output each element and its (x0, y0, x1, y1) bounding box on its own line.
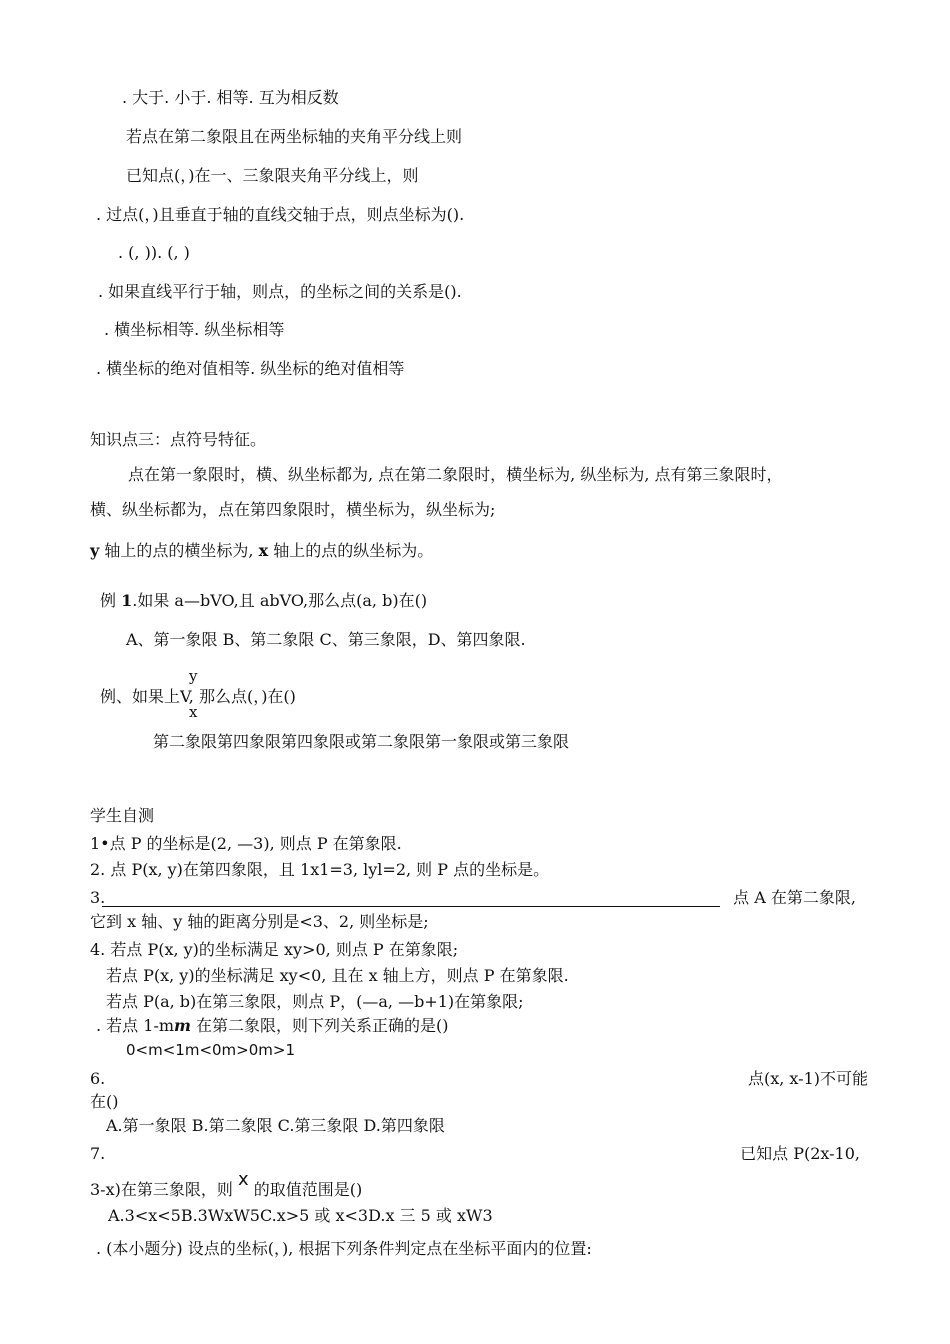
self-test-q5 (96, 1016, 449, 1036)
section-heading-point-signs: 知识点三：点符号特征。 (90, 430, 267, 449)
example-2-text: V, 那么点(，)在() (180, 687, 296, 706)
self-test-q7-options: A.3<x<5B.3WxW5C.x>5 或 x<3D.x 三 5 或 xW3 (108, 1206, 493, 1225)
self-test-q3-number: 3. (90, 888, 106, 907)
example-1-options: A、第一象限 B、第二象限 C、第三象限，D、第四象限. (126, 630, 526, 649)
self-test-q6-options: A.第一象限 B.第二象限 C.第三象限 D.第四象限 (106, 1116, 445, 1135)
question-first-third-bisector: 已知点(，)在一、三象限夹角平分线上，则 (126, 166, 419, 185)
self-test-q5-m: m (174, 1016, 191, 1035)
option-line-relations: . 大于. 小于. 相等. 互为相反数 (122, 88, 339, 107)
self-test-q6-line2: 在() (90, 1092, 119, 1111)
fraction-denominator: x (189, 703, 198, 721)
self-test-q5-b: 在第二象限，则下列关系正确的是() (190, 1016, 449, 1035)
self-test-q7-number: 7. (90, 1144, 106, 1163)
question-perpendicular-line: . 过点(，)且垂直于轴的直线交轴于点，则点坐标为(). (96, 205, 465, 224)
example-2 (100, 687, 296, 707)
section-heading-self-test: 学生自测 (90, 806, 155, 825)
example-2-label: 例、如果上 (100, 687, 181, 706)
option-line-equal-coords: . 横坐标相等. 纵坐标相等 (104, 320, 285, 339)
self-test-q8: . (本小题分) 设点的坐标(，), 根据下列条件判定点在坐标平面内的位置: (96, 1239, 592, 1258)
self-test-q2: 2. 点 P(x, y)在第四象限，且 1x1=3, lyl=2, 则 P 点的坐标是。 (90, 860, 550, 879)
paragraph-line-3-b: 轴上的点的纵坐标为。 (268, 541, 434, 560)
self-test-q3-line2: 它到 x 轴、y 轴的距离分别是<3、2, 则坐标是; (90, 912, 429, 931)
self-test-q7-right: 已知点 P(2x-10, (740, 1144, 860, 1163)
paragraph-line-1: 点在第一象限时，横、纵坐标都为, 点在第二象限时，横坐标为, 纵坐标为, 点有第三象限时， (128, 465, 783, 484)
self-test-q7-line2 (90, 1169, 363, 1200)
self-test-q5-a: . 若点 1-m (96, 1016, 175, 1035)
question-parallel-line: . 如果直线平行于轴，则点，的坐标之间的关系是(). (98, 282, 462, 301)
self-test-q4-line2: 若点 P(x, y)的坐标满足 xy<0, 且在 x 轴上方，则点 P 在第象限. (106, 966, 569, 985)
self-test-q5-options: 0<m<1m<0m>0m>1 (126, 1041, 296, 1059)
axis-y-letter: y (90, 541, 100, 560)
example-2-options: 第二象限第四象限第四象限或第二象限第一象限或第三象限 (153, 732, 570, 751)
self-test-q6-number: 6. (90, 1069, 106, 1088)
fraction-numerator: y (189, 667, 198, 685)
example-1-label: 例 (100, 591, 122, 610)
example-1-text: .如果 a—bVO,且 abVO,那么点(a, b)在() (132, 591, 428, 610)
question-second-quadrant-bisector: 若点在第二象限且在两坐标轴的夹角平分线上则 (126, 127, 463, 146)
option-line-abs-equal: . 横坐标的绝对值相等. 纵坐标的绝对值相等 (96, 359, 405, 378)
example-1-number: 1 (121, 591, 133, 610)
self-test-q1: 1•点 P 的坐标是(2, —3), 则点 P 在第象限. (90, 834, 402, 853)
self-test-q7-x: x (237, 1169, 249, 1190)
self-test-q3-right: 点 A 在第二象限, (733, 888, 856, 907)
example-1 (100, 591, 427, 611)
paragraph-line-2: 横、纵坐标都为，点在第四象限时，横坐标为，纵坐标为; (90, 500, 496, 519)
answer-blank-line (102, 906, 720, 907)
self-test-q7-a: 3-x)在第三象限，则 (90, 1180, 238, 1199)
paragraph-line-3-a: 轴上的点的横坐标为, (99, 541, 259, 560)
self-test-q6-right: 点(x, x-1)不可能 (747, 1069, 868, 1088)
axis-x-letter: x (258, 541, 269, 560)
question-options-coords: . (, )). (, ) (118, 243, 190, 262)
paragraph-line-3 (90, 541, 433, 561)
self-test-q7-b: 的取值范围是() (248, 1180, 363, 1199)
self-test-q4-line1: 4. 若点 P(x, y)的坐标满足 xy>0, 则点 P 在第象限; (90, 940, 459, 959)
self-test-q4-line3: 若点 P(a, b)在第三象限，则点 P，(—a, —b+1)在第象限; (106, 992, 524, 1011)
